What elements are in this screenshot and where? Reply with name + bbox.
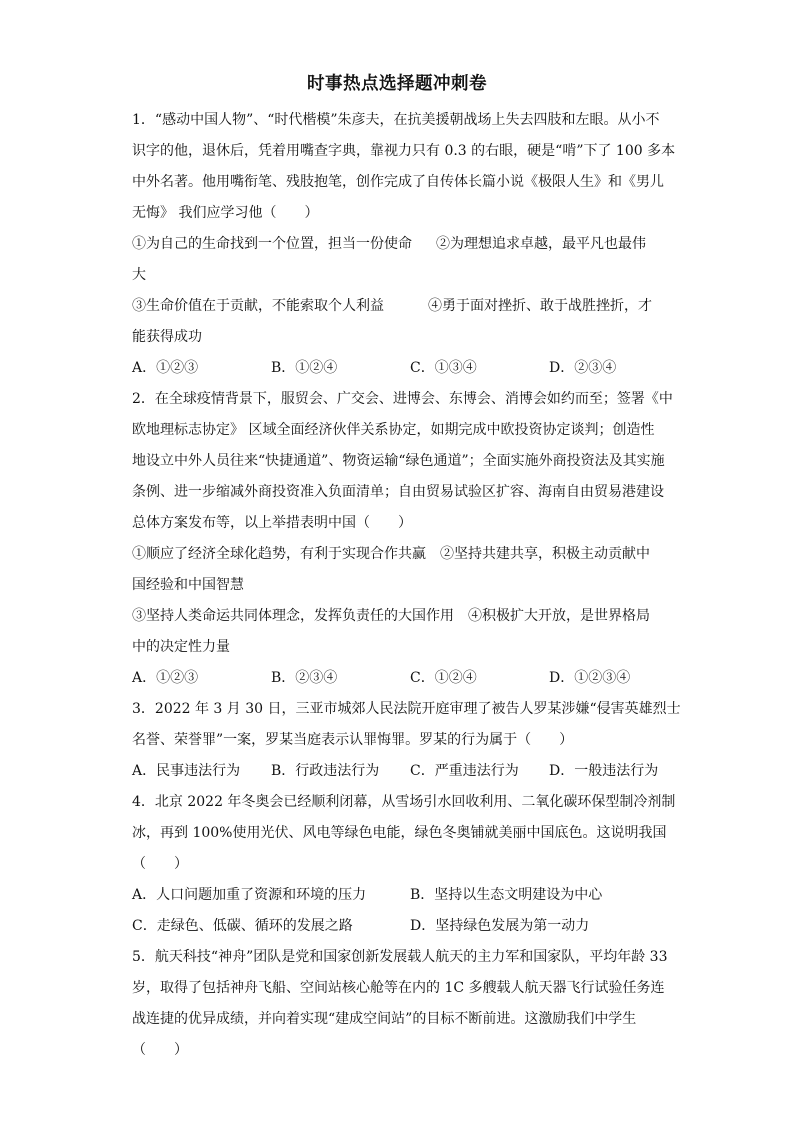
statement-line <box>132 229 664 260</box>
question-stem-line: 条例、进一步缩减外商投资准入负面清单；自由贸易试验区扩容、海南自由贸易港建设 <box>132 484 664 500</box>
option-c[interactable]: C．走绿色、低碳、循环的发展之路 <box>132 918 353 934</box>
question-stem-line: 总体方案发布等，以上举措表明中国（ ） <box>132 515 412 531</box>
statement: ③坚持人类命运共同体理念，发挥负责任的大国作用 <box>132 608 454 624</box>
option-c[interactable]: C．①③④ <box>410 360 477 376</box>
question-stem-line: 4．北京 2022 年冬奥会已经顺利闭幕，从雪场引水回收利用、二氧化碳环保型制冷剂制 <box>132 794 676 810</box>
statement: ①顺应了经济全球化趋势，有利于实现合作共赢 <box>132 546 426 562</box>
question-stem-line: 战连捷的优异成绩，并向着实现“建成空间站”的目标不断前进。这激励我们中学生 <box>132 1011 637 1027</box>
option-a[interactable]: A．民事违法行为 <box>132 763 241 779</box>
statement: ④积极扩大开放，是世界格局 <box>468 608 650 624</box>
question-3 <box>132 694 681 787</box>
option-c[interactable]: C．①②④ <box>410 670 477 686</box>
question-stem-line: 冰，再到 100%使用光伏、风电等绿色电能，绿色冬奥铺就美丽中国底色。这说明我国 <box>132 825 667 841</box>
question-stem-line: 欧地理标志协定》 区域全面经济伙伴关系协定，如期完成中欧投资协定谈判；创造性 <box>132 422 655 438</box>
options-row <box>132 663 664 694</box>
options-row <box>132 911 664 942</box>
option-d[interactable]: D．一般违法行为 <box>549 763 659 779</box>
statement-continuation: 国经验和中国智慧 <box>132 577 244 593</box>
question-2 <box>132 384 673 694</box>
question-list <box>132 105 681 1066</box>
statement-line <box>132 601 664 632</box>
question-stem-line: 地设立中外人员往来“快捷通道”、物资运输“绿色通道”；全面实施外商投资法及其实施 <box>132 453 665 469</box>
statement-continuation: 中的决定性力量 <box>132 639 230 655</box>
option-b[interactable]: B．行政违法行为 <box>271 763 380 779</box>
option-b[interactable]: B．②③④ <box>271 670 338 686</box>
statement-continuation: 能获得成功 <box>132 329 202 345</box>
statement: ④勇于面对挫折、敢于战胜挫折，才 <box>428 298 652 314</box>
statement-line <box>132 291 664 322</box>
question-stem-line: 3．2022 年 3 月 30 日，三亚市城郊人民法院开庭审理了被告人罗某涉嫌“侵害英雄烈士 <box>132 701 681 717</box>
question-5 <box>132 942 668 1066</box>
option-a[interactable]: A．人口问题加重了资源和环境的压力 <box>132 887 367 903</box>
option-b[interactable]: B．①②④ <box>271 360 338 376</box>
question-stem-line: 中外名著。他用嘴衔笔、残肢抱笔，创作完成了自传体长篇小说《极限人生》和《男儿 <box>132 174 664 190</box>
option-d[interactable]: D．①②③④ <box>549 670 631 686</box>
options-row <box>132 353 664 384</box>
question-1 <box>132 105 676 384</box>
option-a[interactable]: A．①②③ <box>132 360 199 376</box>
question-stem-line: 5．航天科技“神舟”团队是党和国家创新发展载人航天的主力军和国家队，平均年龄 33 <box>132 949 668 965</box>
question-stem-line: 名誉、荣誉罪”一案，罗某当庭表示认罪悔罪。罗某的行为属于（ ） <box>132 732 574 748</box>
statement: ②坚持共建共享，积极主动贡献中 <box>440 546 650 562</box>
options-row <box>132 880 664 911</box>
statement-line <box>132 539 664 570</box>
option-d[interactable]: D．②③④ <box>549 360 617 376</box>
option-a[interactable]: A．①②③ <box>132 670 199 686</box>
statement: ②为理想追求卓越，最平凡也最伟 <box>436 236 646 252</box>
statement: ③生命价值在于贡献，不能索取个人利益 <box>132 298 384 314</box>
question-stem-line: 2．在全球疫情背景下，服贸会、广交会、进博会、东博会、消博会如约而至；签署《中 <box>132 391 673 407</box>
question-stem-line: 识字的他，退休后，凭着用嘴查字典，靠视力只有 0.3 的右眼，硬是“啃”下了 100 多本 <box>132 143 676 159</box>
options-row <box>132 756 664 787</box>
option-c[interactable]: C．严重违法行为 <box>410 763 519 779</box>
question-stem-line: （ ） <box>132 856 188 872</box>
question-stem-line: 岁，取得了包括神舟飞船、空间站核心舱等在内的 1C 多艘载人航天器飞行试验任务连 <box>132 980 665 996</box>
question-stem-line: 无悔》 我们应学习他（ ） <box>132 205 319 221</box>
question-4 <box>132 787 676 942</box>
question-stem-line: （ ） <box>132 1042 188 1058</box>
statement-continuation: 大 <box>132 267 146 283</box>
option-b[interactable]: B．坚持以生态文明建设为中心 <box>410 887 603 903</box>
page-title: 时事热点选择题冲刺卷 <box>307 74 487 94</box>
question-stem-line: 1．“感动中国人物”、“时代楷模”朱彦夫，在抗美援朝战场上失去四肢和左眼。从小不 <box>132 112 660 128</box>
statement: ①为自己的生命找到一个位置，担当一份使命 <box>132 236 412 252</box>
option-d[interactable]: D．坚持绿色发展为第一动力 <box>410 918 590 934</box>
